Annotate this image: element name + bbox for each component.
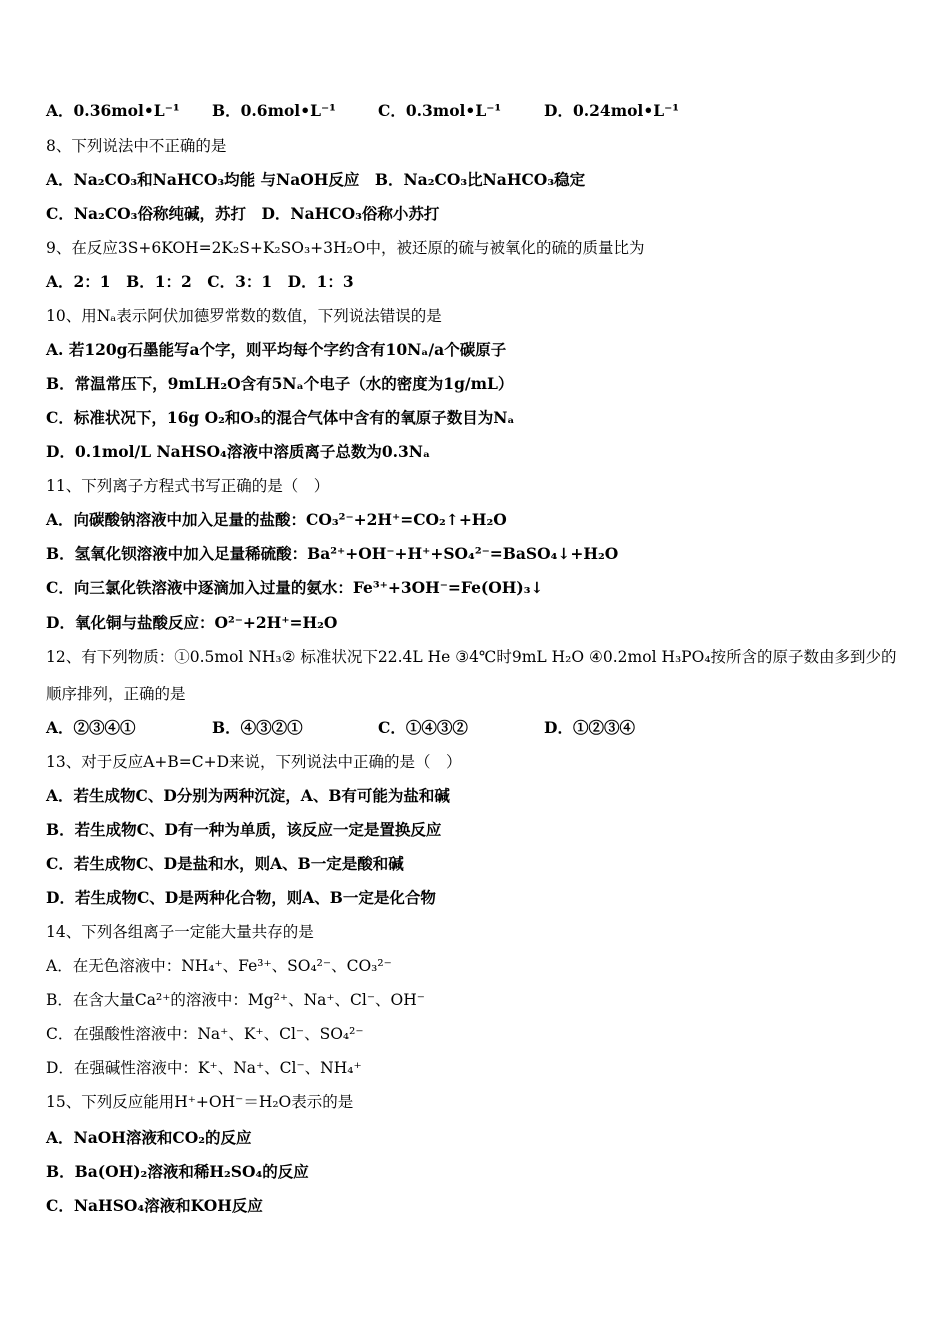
q13-option-b: B．若生成物C、D有一种为单质，该反应一定是置换反应 [46,820,442,839]
q14-option-a: A．在无色溶液中：NH₄⁺、Fe³⁺、SO₄²⁻、CO₃²⁻ [46,957,392,975]
q12-stem-line1 [46,647,910,667]
q14-option-d: D．在强碱性溶液中：K⁺、Na⁺、Cl⁻、NH₄⁺ [46,1059,362,1077]
q7-option-d: D．0.24mol•L⁻¹ [544,101,680,120]
q14-option-c: C．在强酸性溶液中：Na⁺、K⁺、Cl⁻、SO₄²⁻ [46,1025,364,1043]
q12-option-b: B．④③②① [212,718,303,737]
q12-option-a: A．②③④① [46,718,136,737]
q7-options [46,101,910,121]
q13-option-c: C．若生成物C、D是盐和水，则A、B一定是酸和碱 [46,854,404,873]
q15-stem: 15、下列反应能用H⁺+OH⁻＝H₂O表示的是 [46,1093,354,1111]
q13-option-d: D．若生成物C、D是两种化合物，则A、B一定是化合物 [46,888,436,907]
q13-option-a: A．若生成物C、D分别为两种沉淀，A、B有可能为盐和碱 [46,786,450,805]
q12-option-c: C．①④③② [378,718,468,737]
q12-stem-text: 12、有下列物质：①0.5mol NH₃② 标准状况下22.4L He ③4℃时9mL H₂O ④0.2mol H₃PO₄按所含的原子数由多到少的 [46,648,897,666]
q8-options-line1: A．Na₂CO₃和NaHCO₃均能 与NaOH反应 B．Na₂CO₃比NaHCO₃稳定 [46,170,586,189]
q10-option-a: A. 若120g石墨能写a个字，则平均每个字约含有10Nₐ/a个碳原子 [46,340,507,359]
q8-stem: 8、下列说法中不正确的是 [46,137,227,155]
q15-option-b: B．Ba(OH)₂溶液和稀H₂SO₄的反应 [46,1162,309,1181]
q7-option-a: A．0.36mol•L⁻¹ [46,101,180,120]
q10-option-c: C．标准状况下，16g O₂和O₃的混合气体中含有的氧原子数目为Nₐ [46,408,515,427]
q14-stem: 14、下列各组离子一定能大量共存的是 [46,923,314,941]
q10-option-b: B．常温常压下，9mLH₂O含有5Nₐ个电子（水的密度为1g/mL） [46,374,514,393]
q7-option-c: C．0.3mol•L⁻¹ [378,101,502,120]
q9-options: A．2：1 B．1：2 C．3：1 D．1：3 [46,272,354,291]
q11-option-a: A．向碳酸钠溶液中加入足量的盐酸：CO₃²⁻+2H⁺=CO₂↑+H₂O [46,510,507,529]
q10-stem: 10、用Nₐ表示阿伏加德罗常数的数值，下列说法错误的是 [46,307,442,325]
q8-options-line2: C．Na₂CO₃俗称纯碱，苏打 D．NaHCO₃俗称小苏打 [46,204,440,223]
q11-option-d: D．氧化铜与盐酸反应：O²⁻+2H⁺=H₂O [46,613,338,632]
q15-option-c: C．NaHSO₄溶液和KOH反应 [46,1196,263,1215]
q14-option-b: B．在含大量Ca²⁺的溶液中：Mg²⁺、Na⁺、Cl⁻、OH⁻ [46,991,425,1009]
q10-option-d: D．0.1mol/L NaHSO₄溶液中溶质离子总数为0.3Nₐ [46,442,431,461]
q12-stem-line2: 顺序排列，正确的是 [46,685,186,703]
q9-stem: 9、在反应3S+6KOH=2K₂S+K₂SO₃+3H₂O中，被还原的硫与被氧化的硫的质量比为 [46,239,645,257]
q11-option-c: C．向三氯化铁溶液中逐滴加入过量的氨水：Fe³⁺+3OH⁻=Fe(OH)₃↓ [46,578,544,597]
q7-option-b: B．0.6mol•L⁻¹ [212,101,336,120]
q13-stem: 13、对于反应A+B=C+D来说，下列说法中正确的是（ ） [46,753,462,771]
q15-option-a: A．NaOH溶液和CO₂的反应 [46,1128,252,1147]
q12-option-d: D．①②③④ [544,718,635,737]
q11-option-b: B．氢氧化钡溶液中加入足量稀硫酸：Ba²⁺+OH⁻+H⁺+SO₄²⁻=BaSO₄↓+H₂O [46,544,619,563]
q11-stem: 11、下列离子方程式书写正确的是（ ） [46,477,330,495]
q12-options [46,718,910,738]
